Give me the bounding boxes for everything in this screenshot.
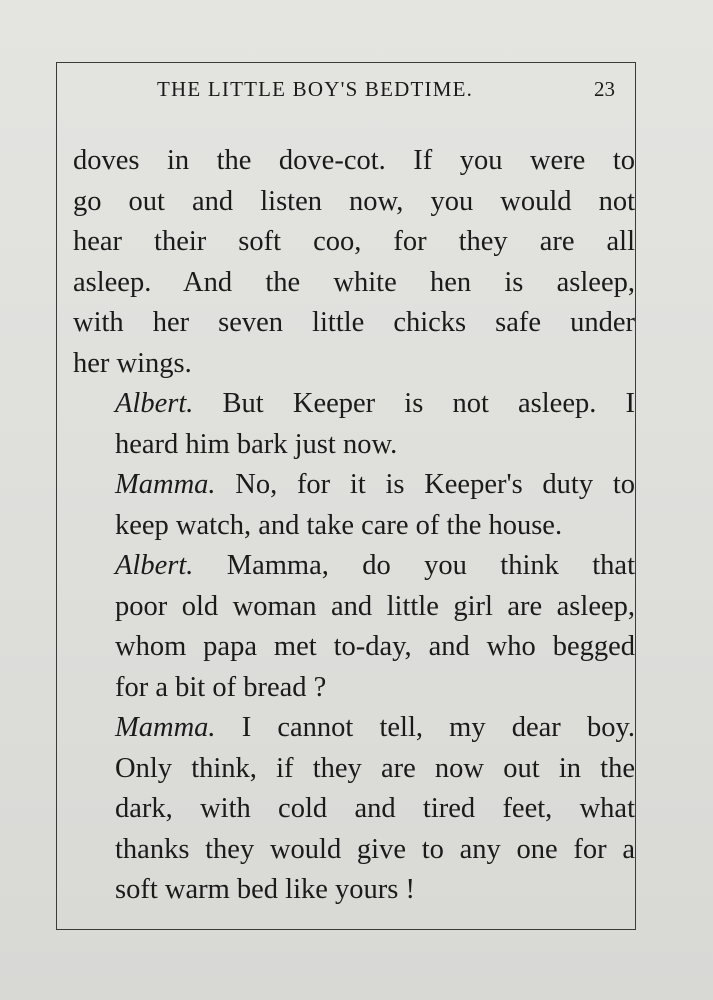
page-border (56, 62, 636, 930)
paragraph (73, 384, 635, 465)
text-line: hear their soft coo, for they are all (73, 226, 635, 257)
body-text (73, 141, 635, 911)
text-line (73, 465, 635, 506)
text-segment: Mamma, do you think that (193, 550, 635, 581)
page-number: 23 (594, 77, 615, 101)
speaker-name: Mamma. (115, 712, 216, 743)
speaker-name: Albert. (115, 388, 194, 419)
text-line: asleep. And the white hen is asleep, (73, 266, 635, 298)
text-segment: No, for it is Keeper's duty to (215, 469, 635, 500)
paragraph (73, 708, 635, 911)
text-line: poor old woman and little girl are asleep, (115, 590, 635, 622)
text-line (73, 546, 635, 587)
paragraph (73, 141, 635, 384)
text-line: Only think, if they are now out in the (115, 752, 635, 784)
paragraph (73, 465, 635, 546)
text-line: with her seven little chicks safe under (73, 307, 635, 338)
text-line: whom papa met to-day, and who begged (115, 631, 635, 662)
speaker-name: Mamma. (115, 469, 216, 500)
page-header (57, 73, 635, 107)
running-title: THE LITTLE BOY'S BEDTIME. (157, 77, 474, 101)
text-line: soft warm bed like yours ! (115, 874, 415, 905)
text-line: thanks they would give to any one for a (115, 833, 635, 865)
speaker-name: Albert. (115, 550, 194, 581)
text-line: for a bit of bread ? (115, 671, 327, 703)
text-line: doves in the dove-cot. If you were to (73, 145, 635, 176)
text-line (73, 708, 635, 749)
text-line: dark, with cold and tired feet, what (115, 793, 635, 824)
text-line: her wings. (73, 347, 192, 379)
text-segment: But Keeper is not asleep. I (193, 388, 635, 419)
text-segment: I cannot tell, my dear boy. (215, 712, 635, 743)
text-line: heard him bark just now. (115, 428, 398, 460)
paragraph (73, 546, 635, 708)
text-line (73, 384, 635, 425)
text-line: go out and listen now, you would not (73, 185, 635, 217)
text-line: keep watch, and take care of the house. (115, 509, 563, 541)
